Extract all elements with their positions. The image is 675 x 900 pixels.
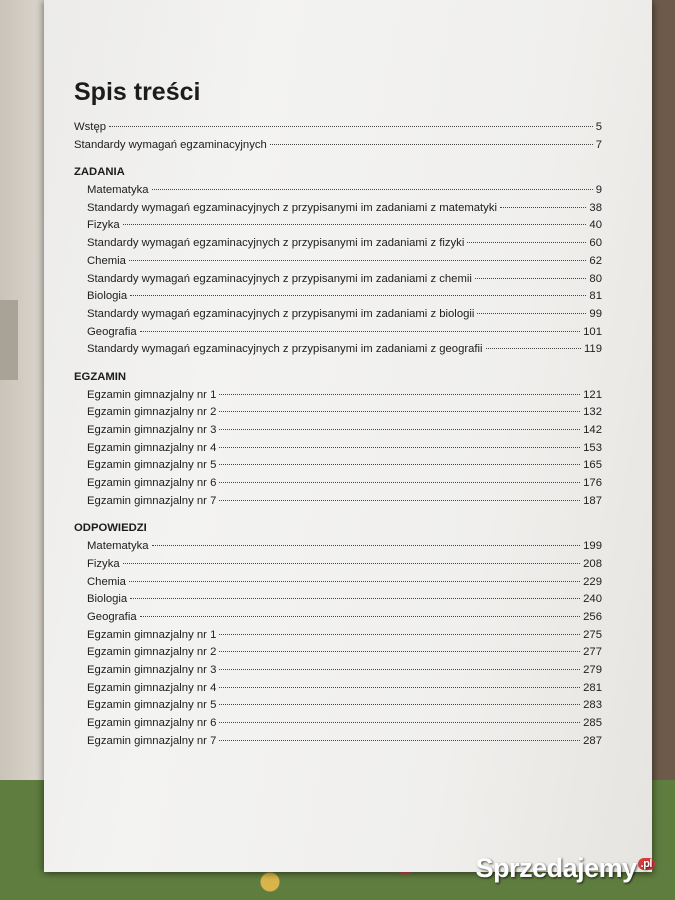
toc-entry <box>74 662 602 680</box>
dot-leader <box>219 722 580 723</box>
dot-leader <box>219 704 580 705</box>
toc-entry-page: 176 <box>583 477 602 490</box>
watermark-text: Sprzedajemy <box>475 853 637 883</box>
toc-entry-label: Egzamin gimnazjalny nr 4 <box>87 681 217 694</box>
toc-entry-label: Standardy wymagań egzaminacyjnych z przypisanymi im zadaniami z chemii <box>87 272 472 285</box>
toc-entry-label: Egzamin gimnazjalny nr 4 <box>87 441 217 454</box>
toc-entry <box>74 715 602 733</box>
toc-entry-page: 132 <box>583 406 602 419</box>
toc-entry-label: Egzamin gimnazjalny nr 2 <box>87 406 217 419</box>
toc-entry-standardy <box>74 137 602 155</box>
toc-entry <box>74 627 602 645</box>
toc-entry <box>74 182 602 200</box>
toc-entry <box>74 680 602 698</box>
toc-entry <box>74 475 602 493</box>
dot-leader <box>477 313 586 314</box>
toc-entry-page: 279 <box>583 663 602 676</box>
toc-entry-page: 287 <box>583 734 602 747</box>
dot-leader <box>129 260 586 261</box>
dot-leader <box>109 126 593 127</box>
toc-sections <box>74 164 602 750</box>
table-of-contents <box>74 119 602 750</box>
toc-entry <box>74 341 602 359</box>
toc-entry-wstep <box>74 119 602 137</box>
dot-leader <box>475 278 587 279</box>
toc-entry <box>74 306 602 324</box>
dot-leader <box>123 563 581 564</box>
toc-entry <box>74 574 602 592</box>
toc-entry-page: 40 <box>589 219 602 232</box>
toc-entry-page: 165 <box>583 459 602 472</box>
toc-entry-page: 187 <box>583 494 602 507</box>
toc-entry-label: Egzamin gimnazjalny nr 7 <box>87 734 217 747</box>
toc-entry-label: Biologia <box>87 593 128 606</box>
toc-entry-page: 283 <box>583 699 602 712</box>
toc-entry <box>74 235 602 253</box>
toc-entry-label: Standardy wymagań egzaminacyjnych z przypisanymi im zadaniami z matematyki <box>87 201 497 214</box>
page-title: Spis treści <box>74 78 201 106</box>
toc-entry-page: 119 <box>583 343 602 356</box>
toc-entry <box>74 493 602 511</box>
toc-entry-label: Chemia <box>87 575 126 588</box>
dot-leader <box>219 394 580 395</box>
toc-entry <box>74 733 602 751</box>
toc-entry-label: Fizyka <box>87 219 120 232</box>
dot-leader <box>129 581 580 582</box>
toc-entry-page: 5 <box>595 121 602 133</box>
toc-entry <box>74 697 602 715</box>
toc-entry-label: Matematyka <box>87 540 149 553</box>
dot-leader <box>500 207 586 208</box>
toc-entry-label: Egzamin gimnazjalny nr 7 <box>87 494 217 507</box>
toc-entry-label: Geografia <box>87 325 137 338</box>
dot-leader <box>152 545 581 546</box>
watermark-logo <box>476 853 655 884</box>
toc-entry-page: 153 <box>583 441 602 454</box>
dot-leader <box>130 295 586 296</box>
toc-entry-label: Fizyka <box>87 557 120 570</box>
toc-entry-page: 99 <box>589 307 602 320</box>
toc-entry-page: 9 <box>595 184 602 197</box>
dot-leader <box>219 429 580 430</box>
toc-entry-page: 199 <box>583 540 602 553</box>
toc-entry <box>74 644 602 662</box>
toc-entry <box>74 538 602 556</box>
toc-entry-label: Egzamin gimnazjalny nr 3 <box>87 424 217 436</box>
watermark-suffix: .pl <box>638 858 655 870</box>
dot-leader <box>123 224 587 225</box>
toc-entry-label: Chemia <box>87 254 126 267</box>
toc-entry-label: Egzamin gimnazjalny nr 1 <box>87 628 217 641</box>
toc-entry-label: Egzamin gimnazjalny nr 3 <box>87 663 217 676</box>
toc-entry <box>74 609 602 627</box>
toc-entry-label: Egzamin gimnazjalny nr 5 <box>87 699 217 712</box>
dot-leader <box>219 500 580 501</box>
toc-entry <box>74 440 602 458</box>
dot-leader <box>219 687 580 688</box>
dot-leader <box>140 331 581 332</box>
dot-leader <box>140 616 581 617</box>
toc-entry <box>74 404 602 422</box>
dot-leader <box>219 482 580 483</box>
dot-leader <box>219 740 580 741</box>
toc-entry-page: 80 <box>589 272 602 285</box>
toc-entry-label: Egzamin gimnazjalny nr 1 <box>87 388 217 401</box>
toc-entry <box>74 200 602 218</box>
toc-entry-page: 275 <box>583 628 602 641</box>
toc-entry <box>74 271 602 289</box>
toc-entry-page: 256 <box>583 610 602 623</box>
toc-entry-page: 121 <box>583 388 602 401</box>
dot-leader <box>219 411 580 412</box>
toc-entry-label: Egzamin gimnazjalny nr 5 <box>87 459 217 472</box>
toc-entry-label: Standardy wymagań egzaminacyjnych z przypisanymi im zadaniami z fizyki <box>87 237 465 250</box>
background-page-shadow <box>0 300 18 380</box>
dot-leader <box>219 669 580 670</box>
toc-entry-label: Standardy wymagań egzaminacyjnych z przypisanymi im zadaniami z biologii <box>87 307 475 320</box>
dot-leader <box>152 189 593 190</box>
toc-entry-page: 229 <box>583 575 602 588</box>
toc-entry <box>74 387 602 405</box>
toc-entry-label: Biologia <box>87 290 128 303</box>
toc-entry-page: 277 <box>583 646 602 659</box>
toc-entry-label: Matematyka <box>87 184 149 197</box>
toc-entry <box>74 253 602 271</box>
dot-leader <box>270 144 593 145</box>
toc-entry-page: 285 <box>583 717 602 729</box>
dot-leader <box>219 651 580 652</box>
dot-leader <box>219 634 580 635</box>
toc-entry <box>74 457 602 475</box>
toc-entry <box>74 324 602 342</box>
toc-entry-page: 7 <box>595 138 602 151</box>
toc-entry-page: 208 <box>583 557 602 570</box>
toc-entry-label: Standardy wymagań egzaminacyjnych z przypisanymi im zadaniami z geografii <box>87 343 483 356</box>
toc-entry-page: 101 <box>583 325 602 338</box>
toc-entry <box>74 217 602 235</box>
dot-leader <box>219 447 580 448</box>
dot-leader <box>130 598 580 599</box>
toc-entry-page: 281 <box>583 681 602 694</box>
toc-entry-label: Egzamin gimnazjalny nr 2 <box>87 646 217 659</box>
toc-entry-page: 81 <box>589 290 602 303</box>
toc-entry-label: Egzamin gimnazjalny nr 6 <box>87 717 217 729</box>
toc-entry <box>74 556 602 574</box>
toc-entry <box>74 288 602 306</box>
toc-entry-page: 142 <box>583 424 602 436</box>
toc-entry-page: 240 <box>583 593 602 606</box>
section-heading-odpowiedzi: ODPOWIEDZI <box>74 522 147 535</box>
toc-entry-label: Geografia <box>87 610 137 623</box>
toc-entry-label: Egzamin gimnazjalny nr 6 <box>87 477 217 490</box>
toc-entry-page: 60 <box>589 237 602 250</box>
toc-entry <box>74 422 602 440</box>
toc-entry-label: Wstęp <box>74 121 107 133</box>
dot-leader <box>219 464 580 465</box>
toc-entry <box>74 591 602 609</box>
toc-entry-page: 38 <box>589 201 602 214</box>
section-heading-zadania: ZADANIA <box>74 166 125 179</box>
dot-leader <box>486 348 581 349</box>
toc-entry-page: 62 <box>589 254 602 267</box>
dot-leader <box>467 242 586 243</box>
toc-entry-label: Standardy wymagań egzaminacyjnych <box>74 138 267 151</box>
section-heading-egzamin: EGZAMIN <box>74 370 127 383</box>
